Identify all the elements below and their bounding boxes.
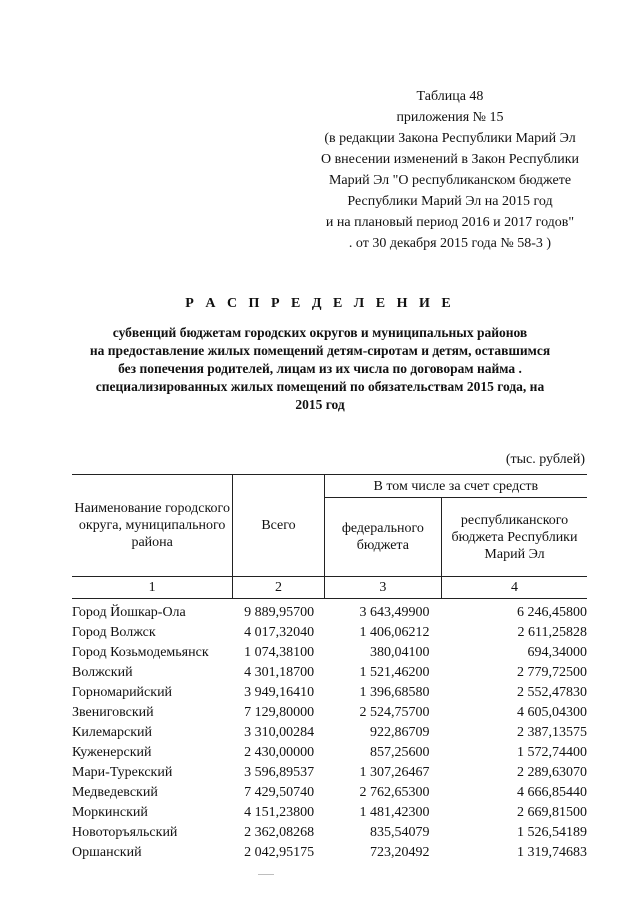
header-line: приложения № 15: [396, 110, 504, 125]
subtitle-line: субвенций бюджетам городских округов и муниципальных районов: [112, 325, 528, 340]
row-total: 4 151,23800: [244, 805, 315, 820]
header-line: и на плановый период 2016 и 2017 годов": [325, 215, 575, 230]
row-total: 2 362,08268: [244, 825, 315, 840]
row-total: 2 042,95175: [244, 845, 315, 860]
header-republic: республиканского бюджета Республики Марий Эл: [451, 512, 578, 562]
row-federal: 1 307,26467: [359, 765, 430, 780]
row-republic: 4 605,04300: [517, 705, 587, 720]
table-row: [72, 843, 587, 863]
row-federal: 922,86709: [370, 725, 430, 740]
col-number: 1: [72, 577, 233, 599]
row-total: 1 074,38100: [244, 645, 315, 660]
row-total: 3 949,16410: [244, 685, 315, 700]
table-row: [72, 703, 587, 723]
table-row: [72, 783, 587, 803]
row-republic: 2 669,81500: [517, 805, 587, 820]
header-line: О внесении изменений в Закон Республики: [320, 152, 580, 167]
header-federal: федерального бюджета: [324, 498, 441, 577]
row-name: Горномарийский: [72, 685, 173, 700]
row-republic: 4 666,85440: [517, 785, 587, 800]
units-label: (тыс. рублей): [505, 452, 585, 467]
table-row: [72, 623, 587, 643]
header-total: Всего: [233, 475, 324, 577]
subventions-table: [72, 474, 587, 863]
row-name: Город Волжск: [72, 625, 156, 640]
table-row: [72, 803, 587, 823]
table-row: [72, 723, 587, 743]
row-name: Килемарский: [72, 725, 153, 740]
row-federal: 835,54079: [370, 825, 430, 840]
row-federal: 857,25600: [370, 745, 430, 760]
row-federal: 1 406,06212: [359, 625, 430, 640]
row-name: Куженерский: [72, 745, 152, 760]
subtitle-line: 2015 год: [295, 397, 345, 412]
row-name: Мари-Турекский: [72, 765, 173, 780]
col-number: 4: [442, 577, 587, 599]
row-total: 4 017,32040: [244, 625, 315, 640]
row-republic: 2 387,13575: [517, 725, 587, 740]
document-title: Р А С П Р Е Д Е Л Е Н И Е: [185, 296, 455, 311]
row-name: Новоторъяльский: [72, 825, 178, 840]
row-republic: 2 552,47830: [517, 685, 587, 700]
row-federal: 1 521,46200: [359, 665, 430, 680]
row-name: Город Козьмодемьянск: [72, 645, 209, 660]
header-line: . от 30 декабря 2015 года № 58-3 ): [348, 236, 552, 251]
col-number: 2: [233, 577, 324, 599]
subtitle-line: без попечения родителей, лицам из их числа по договорам найма .: [118, 361, 522, 376]
subtitle-line: специализированных жилых помещений по обязательствам 2015 года, на: [95, 379, 545, 394]
table-row: [72, 663, 587, 683]
row-total: 2 430,00000: [244, 745, 315, 760]
table-row: [72, 683, 587, 703]
row-federal: 1 396,68580: [359, 685, 430, 700]
row-federal: 2 524,75700: [359, 705, 430, 720]
row-republic: 1 572,74400: [517, 745, 587, 760]
table-row: [72, 743, 587, 763]
row-total: 9 889,95700: [244, 605, 315, 620]
header-line: Марий Эл "О республиканском бюджете: [328, 173, 572, 188]
row-republic: 1 319,74683: [517, 845, 587, 860]
row-federal: 2 762,65300: [359, 785, 430, 800]
header-name: Наименование городского округа, муниципального района: [72, 475, 233, 577]
row-total: 4 301,18700: [244, 665, 315, 680]
row-total: 7 429,50740: [244, 785, 315, 800]
row-republic: 2 289,63070: [517, 765, 587, 780]
row-federal: 3 643,49900: [359, 605, 430, 620]
row-republic: 6 246,45800: [517, 605, 587, 620]
document-subtitle: [80, 324, 560, 414]
row-republic: 1 526,54189: [517, 825, 587, 840]
row-federal: 380,04100: [370, 645, 430, 660]
table-row: [72, 599, 587, 624]
col-number: 3: [324, 577, 441, 599]
footer-mark: ........: [258, 868, 274, 877]
row-republic: 694,34000: [527, 645, 587, 660]
row-name: Оршанский: [72, 845, 142, 860]
row-republic: 2 779,72500: [517, 665, 587, 680]
row-republic: 2 611,25828: [517, 625, 587, 640]
header-line: Республики Марий Эл на 2015 год: [347, 194, 553, 209]
row-total: 3 310,00284: [244, 725, 315, 740]
row-name: Медведевский: [72, 785, 158, 800]
subtitle-line: на предоставление жилых помещений детям-сиротам и детям, оставшимся: [89, 343, 551, 358]
header-line: Таблица 48: [416, 89, 484, 104]
row-federal: 723,20492: [370, 845, 430, 860]
row-federal: 1 481,42300: [359, 805, 430, 820]
row-name: Звениговский: [72, 705, 154, 720]
row-total: 7 129,80000: [244, 705, 315, 720]
row-name: Город Йошкар-Ола: [72, 605, 186, 620]
table-row: [72, 823, 587, 843]
row-total: 3 596,89537: [244, 765, 315, 780]
header-group: В том числе за счет средств: [324, 475, 587, 498]
appendix-header: [300, 86, 600, 254]
row-name: Моркинский: [72, 805, 148, 820]
row-name: Волжский: [72, 665, 133, 680]
table-row: [72, 643, 587, 663]
header-line: (в редакции Закона Республики Марий Эл: [324, 131, 576, 146]
table-row: [72, 763, 587, 783]
